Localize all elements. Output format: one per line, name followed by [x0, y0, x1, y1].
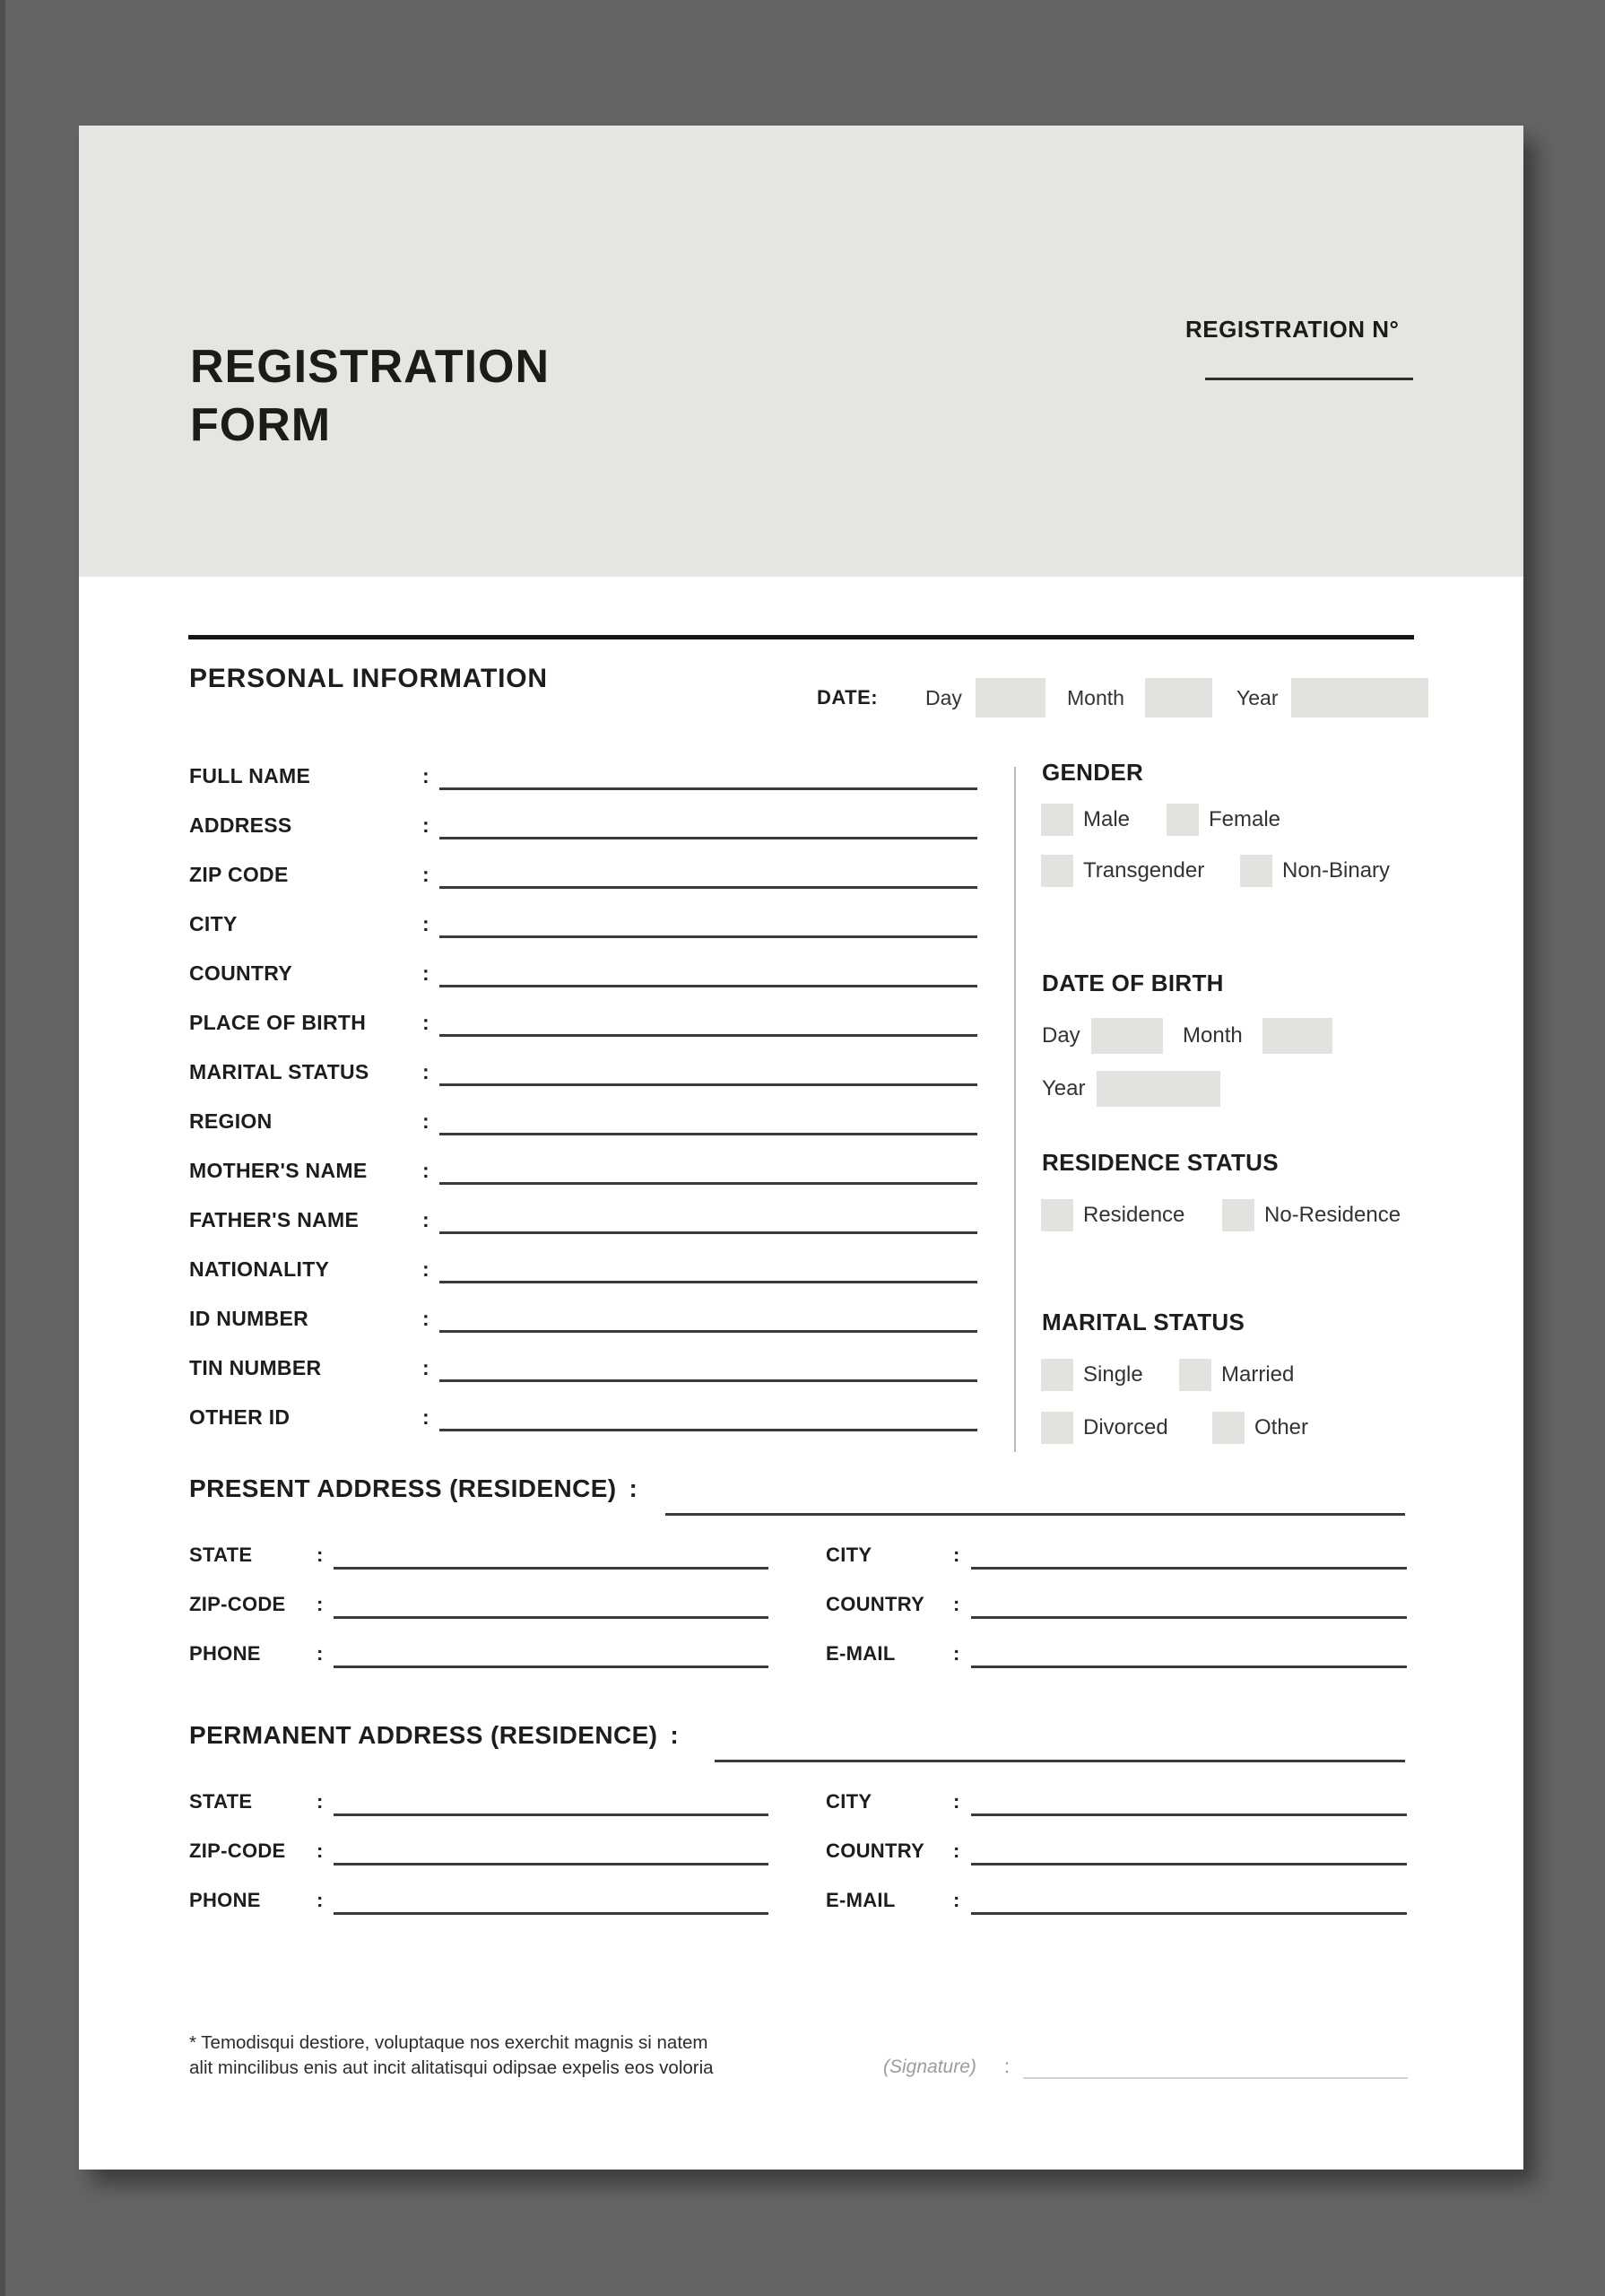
signature-label: (Signature): [883, 2057, 976, 2077]
address-field-colon-left: :: [317, 1889, 324, 1911]
checkbox-label: Transgender: [1083, 858, 1205, 883]
field-label: OTHER ID: [189, 1405, 291, 1429]
personal-field-row: [189, 1097, 978, 1146]
field-colon: :: [422, 1060, 429, 1083]
field-colon: :: [422, 1307, 429, 1330]
address-row: [189, 1875, 1414, 1925]
field-input-line[interactable]: [439, 886, 977, 889]
field-label: MOTHER'S NAME: [189, 1159, 368, 1182]
form-title: [190, 338, 550, 455]
checkbox-label: Non-Binary: [1282, 858, 1391, 883]
address-field-label-right: CITY: [826, 1790, 872, 1813]
dob-month-box[interactable]: [1262, 1018, 1332, 1054]
address-field-label-left: PHONE: [189, 1889, 261, 1911]
field-colon: :: [422, 863, 429, 886]
field-label: PLACE OF BIRTH: [189, 1011, 367, 1034]
address-field-colon-left: :: [317, 1593, 324, 1615]
field-label: FULL NAME: [189, 764, 311, 787]
address-input-line-right[interactable]: [971, 1863, 1407, 1866]
address-field-colon-right: :: [953, 1790, 960, 1813]
permanent-address-rows: [189, 1777, 1414, 1925]
field-input-line[interactable]: [439, 1379, 977, 1382]
footer-note-line1: * Temodisqui destiore, voluptaque nos exerchit magnis si natem: [189, 2032, 708, 2053]
header-band: [79, 126, 1523, 577]
address-row: [189, 1777, 1414, 1826]
date-of-birth-section-title: DATE OF BIRTH: [1042, 970, 1224, 996]
address-input-line-left[interactable]: [334, 1813, 768, 1816]
date-day-label: Day: [925, 686, 962, 709]
address-field-label-left: STATE: [189, 1544, 253, 1566]
address-row: [189, 1579, 1414, 1629]
background-edge-strip: [0, 0, 5, 2296]
checkbox-option: [1041, 1359, 1143, 1391]
checkbox-option: [1167, 804, 1280, 836]
address-input-line-right[interactable]: [971, 1813, 1407, 1816]
field-input-line[interactable]: [439, 1231, 977, 1234]
checkbox-label: Married: [1221, 1362, 1295, 1387]
address-field-label-left: ZIP-CODE: [189, 1593, 286, 1615]
permanent-address-colon: :: [670, 1721, 680, 1749]
checkbox[interactable]: [1041, 1199, 1073, 1231]
field-colon: :: [422, 912, 429, 935]
address-field-colon-left: :: [317, 1642, 324, 1665]
personal-field-row: [189, 1393, 978, 1442]
personal-field-row: [189, 1294, 978, 1344]
checkbox[interactable]: [1041, 855, 1073, 887]
field-label: ZIP CODE: [189, 863, 289, 886]
checkbox-option: [1041, 804, 1130, 836]
address-input-line-left[interactable]: [334, 1616, 768, 1619]
field-input-line[interactable]: [439, 837, 977, 839]
field-input-line[interactable]: [439, 1083, 977, 1086]
field-colon: :: [422, 813, 429, 837]
checkbox-label: Single: [1083, 1362, 1143, 1387]
permanent-address-title-text: PERMANENT ADDRESS (RESIDENCE): [189, 1721, 658, 1749]
signature-colon: :: [1004, 2057, 1010, 2077]
present-address-title-text: PRESENT ADDRESS (RESIDENCE): [189, 1474, 617, 1502]
field-colon: :: [422, 1257, 429, 1281]
address-input-line-right[interactable]: [971, 1567, 1407, 1570]
address-field-label-right: CITY: [826, 1544, 872, 1566]
field-colon: :: [422, 961, 429, 985]
checkbox-option: [1041, 1199, 1184, 1231]
form-date-row: [79, 678, 1523, 718]
column-divider: [1014, 767, 1016, 1452]
address-field-label-right: E-MAIL: [826, 1889, 896, 1911]
address-field-colon-left: :: [317, 1839, 324, 1862]
checkbox-label: Male: [1083, 807, 1131, 831]
address-field-colon-left: :: [317, 1544, 324, 1566]
present-address-title: [189, 1474, 638, 1503]
checkbox[interactable]: [1167, 804, 1199, 836]
address-field-colon-right: :: [953, 1889, 960, 1911]
permanent-address-input-line[interactable]: [715, 1760, 1405, 1762]
form-title-line2: FORM: [190, 399, 332, 451]
address-input-line-left[interactable]: [334, 1912, 768, 1915]
field-input-line[interactable]: [439, 985, 977, 987]
address-field-label-right: E-MAIL: [826, 1642, 896, 1665]
checkbox-label: Divorced: [1083, 1415, 1168, 1439]
field-label: ADDRESS: [189, 813, 292, 837]
field-colon: :: [422, 764, 429, 787]
field-label: REGION: [189, 1109, 273, 1133]
field-input-line[interactable]: [439, 935, 977, 938]
signature-line[interactable]: [1023, 2077, 1408, 2079]
field-input-line[interactable]: [439, 1429, 977, 1431]
personal-fields-list: [189, 752, 978, 1442]
address-row: [189, 1530, 1414, 1579]
present-address-rows: [189, 1530, 1414, 1678]
personal-information-title: PERSONAL INFORMATION: [189, 664, 548, 693]
field-label: NATIONALITY: [189, 1257, 330, 1281]
footer-note-line2: alit mincilibus enis aut incit alitatisqui odipsae expelis eos voloria: [189, 2057, 714, 2078]
address-field-label-left: PHONE: [189, 1642, 261, 1665]
field-label: CITY: [189, 912, 238, 935]
registration-form-page: [79, 126, 1523, 2170]
checkbox-option: [1240, 855, 1390, 887]
address-field-colon-right: :: [953, 1593, 960, 1615]
personal-field-row: [189, 998, 978, 1048]
field-label: ID NUMBER: [189, 1307, 309, 1330]
date-label: DATE:: [817, 686, 879, 709]
field-input-line[interactable]: [439, 1182, 977, 1185]
checkbox[interactable]: [1212, 1412, 1245, 1444]
field-input-line[interactable]: [439, 1034, 977, 1037]
registration-number-label: REGISTRATION N°: [1185, 316, 1400, 343]
field-input-line[interactable]: [439, 1133, 977, 1135]
personal-field-row: [189, 1048, 978, 1097]
field-colon: :: [422, 1011, 429, 1034]
registration-number-line[interactable]: [1205, 378, 1413, 380]
personal-field-row: [189, 850, 978, 900]
present-address-input-line[interactable]: [665, 1513, 1405, 1516]
residence-status-section-title: RESIDENCE STATUS: [1042, 1149, 1279, 1176]
personal-field-row: [189, 949, 978, 998]
field-colon: :: [422, 1109, 429, 1133]
field-colon: :: [422, 1159, 429, 1182]
section-divider-rule: [188, 635, 1414, 639]
field-colon: :: [422, 1405, 429, 1429]
checkbox-label: Residence: [1083, 1203, 1185, 1227]
field-label: FATHER'S NAME: [189, 1208, 360, 1231]
address-input-line-right[interactable]: [971, 1665, 1407, 1668]
checkbox[interactable]: [1041, 804, 1073, 836]
field-input-line[interactable]: [439, 1330, 977, 1333]
dob-day-label: Day: [1042, 1023, 1080, 1048]
form-title-line1: REGISTRATION: [190, 341, 551, 393]
address-row: [189, 1826, 1414, 1875]
marital-status-section-title: MARITAL STATUS: [1042, 1309, 1245, 1335]
gender-section-title: GENDER: [1042, 759, 1144, 786]
personal-field-row: [189, 1146, 978, 1196]
field-colon: :: [422, 1356, 429, 1379]
field-label: MARITAL STATUS: [189, 1060, 369, 1083]
checkbox-label: Other: [1254, 1415, 1309, 1439]
checkbox-option: [1041, 1412, 1168, 1444]
address-input-line-left[interactable]: [334, 1863, 768, 1866]
personal-field-row: [189, 1344, 978, 1393]
dob-year-box[interactable]: [1097, 1071, 1220, 1107]
field-label: COUNTRY: [189, 961, 292, 985]
address-input-line-right[interactable]: [971, 1912, 1407, 1915]
date-month-label: Month: [1067, 686, 1124, 709]
address-field-colon-left: :: [317, 1790, 324, 1813]
address-field-label-left: STATE: [189, 1790, 253, 1813]
dob-day-box[interactable]: [1091, 1018, 1163, 1054]
address-input-line-left[interactable]: [334, 1665, 768, 1668]
date-day-box[interactable]: [976, 678, 1045, 718]
checkbox[interactable]: [1240, 855, 1272, 887]
address-input-line-right[interactable]: [971, 1616, 1407, 1619]
field-colon: :: [422, 1208, 429, 1231]
address-input-line-left[interactable]: [334, 1567, 768, 1570]
checkbox-label: Female: [1209, 807, 1281, 831]
checkbox-option: [1179, 1359, 1294, 1391]
address-field-colon-right: :: [953, 1642, 960, 1665]
checkbox-option: [1222, 1199, 1401, 1231]
field-input-line[interactable]: [439, 1281, 977, 1283]
checkbox[interactable]: [1041, 1359, 1073, 1391]
personal-field-row: [189, 801, 978, 850]
checkbox[interactable]: [1041, 1412, 1073, 1444]
field-label: TIN NUMBER: [189, 1356, 322, 1379]
checkbox[interactable]: [1222, 1199, 1254, 1231]
address-field-label-right: COUNTRY: [826, 1593, 925, 1615]
checkbox-option: [1212, 1412, 1308, 1444]
personal-field-row: [189, 900, 978, 949]
checkbox-option: [1041, 855, 1204, 887]
field-input-line[interactable]: [439, 787, 977, 790]
date-month-box[interactable]: [1145, 678, 1212, 718]
address-field-colon-right: :: [953, 1544, 960, 1566]
date-year-box[interactable]: [1291, 678, 1428, 718]
dob-month-label: Month: [1183, 1023, 1243, 1048]
footer-note: [189, 2031, 714, 2081]
date-year-label: Year: [1236, 686, 1279, 709]
address-field-label-left: ZIP-CODE: [189, 1839, 286, 1862]
personal-field-row: [189, 752, 978, 801]
dob-year-label: Year: [1042, 1076, 1086, 1100]
personal-field-row: [189, 1196, 978, 1245]
address-field-label-right: COUNTRY: [826, 1839, 925, 1862]
checkbox[interactable]: [1179, 1359, 1211, 1391]
checkbox-label: No-Residence: [1264, 1203, 1401, 1227]
present-address-colon: :: [629, 1474, 638, 1502]
address-row: [189, 1629, 1414, 1678]
personal-field-row: [189, 1245, 978, 1294]
address-field-colon-right: :: [953, 1839, 960, 1862]
permanent-address-title: [189, 1721, 679, 1750]
